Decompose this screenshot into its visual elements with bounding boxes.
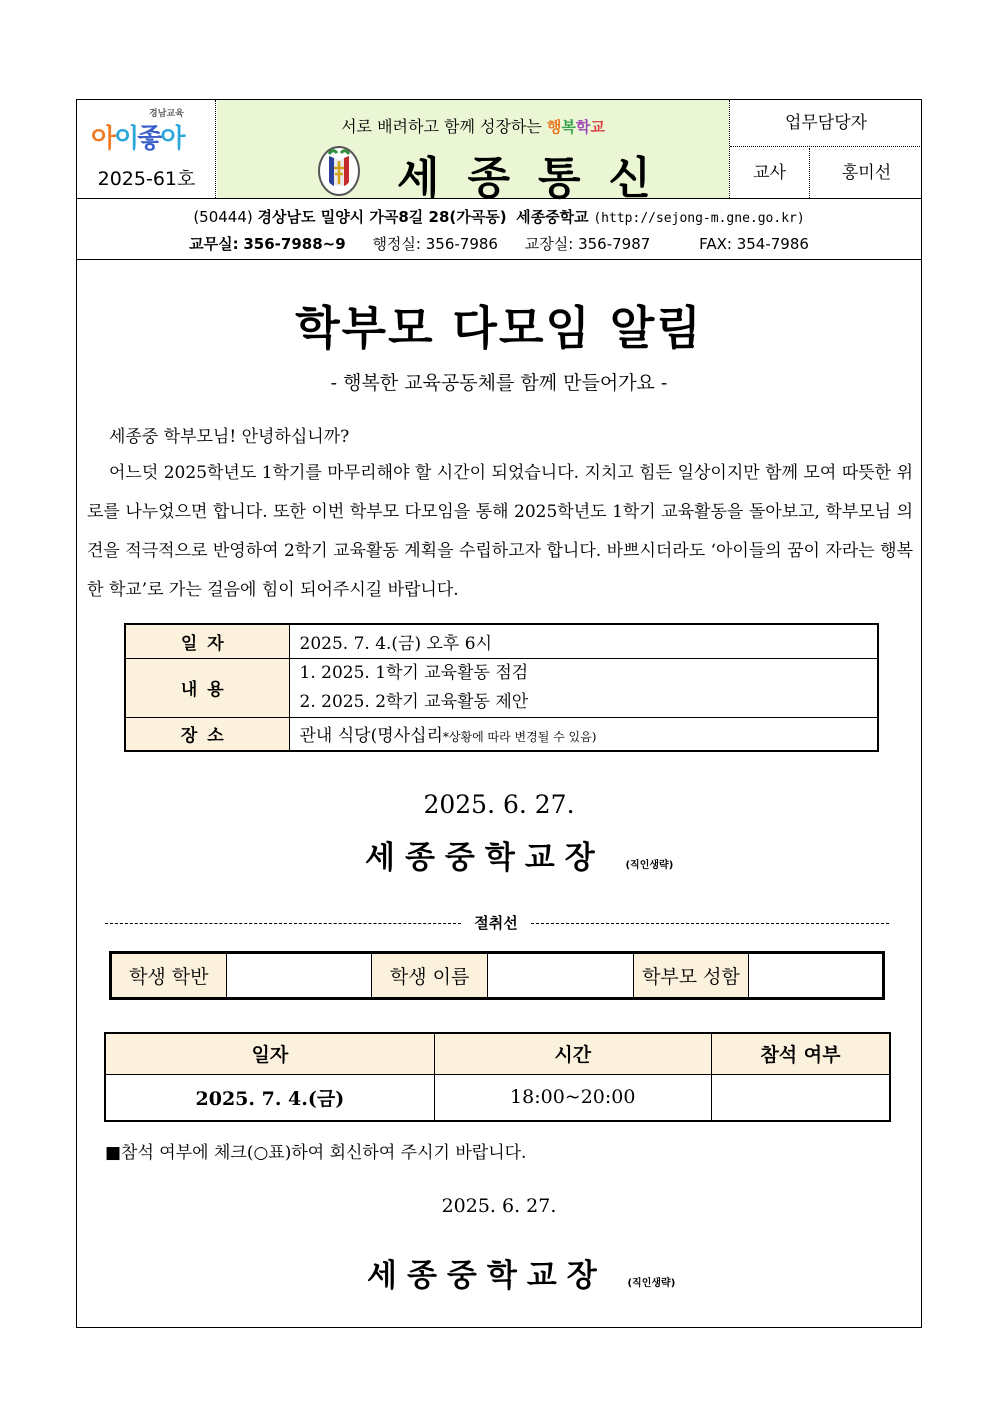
attendance-table <box>104 1032 891 1122</box>
dashed-divider <box>105 923 461 924</box>
student-class-label: 학생 학반 <box>111 953 227 999</box>
school-url[interactable]: (http://sejong-m.gne.go.kr) <box>593 211 805 226</box>
student-name-field[interactable] <box>487 953 633 999</box>
row-label-date: 일자 <box>125 624 289 658</box>
seal-note-2: (직인생략) <box>627 1278 676 1289</box>
cut-line <box>105 912 889 932</box>
attendance-check-field[interactable] <box>711 1074 890 1121</box>
principal-signature-2: 세종중학교장 (직인생략) <box>367 1258 676 1294</box>
slogan: 서로 배려하고 함께 성장하는 행복학교 <box>341 117 605 136</box>
logo-wordmark: 아이좋아 <box>91 124 184 154</box>
table-row <box>125 624 878 658</box>
cut-line-label: 절취선 <box>465 912 527 933</box>
cell-time: 18:00~20:00 <box>434 1074 711 1121</box>
header-date: 일자 <box>105 1033 434 1074</box>
table-row <box>125 717 878 751</box>
student-name-label: 학생 이름 <box>372 953 488 999</box>
staff-name: 홍미선 <box>841 163 892 183</box>
row-value-date: 2025. 7. 4.(금) 오후 6시 <box>289 624 878 658</box>
parent-name-field[interactable] <box>749 953 884 999</box>
principal-signature: 세종중학교장 (직인생략) <box>365 840 674 876</box>
logo-subtitle: 경남교육 <box>149 109 184 119</box>
greeting: 세종중 학부모님! 안녕하십니까? <box>109 427 350 447</box>
table-header-row <box>105 1033 890 1074</box>
seal-note: (직인생략) <box>625 860 674 871</box>
header-attendance: 참석 여부 <box>711 1033 890 1074</box>
table-row <box>111 953 884 999</box>
row-label-content: 내용 <box>125 658 289 717</box>
slogan-highlight: 행복학교 <box>546 118 605 136</box>
table-row <box>105 1074 890 1121</box>
newsletter-title: 세종통신 <box>397 153 680 204</box>
reply-form <box>109 951 885 1000</box>
reply-date: 2025. 6. 27. <box>441 1195 557 1217</box>
dashed-divider <box>531 923 889 924</box>
row-value-content: 1. 2025. 1학기 교육활동 점검 2. 2025. 2학기 교육활동 제안 <box>289 658 878 717</box>
letter-paragraph: 어느덧 2025학년도 1학기를 마무리해야 할 시간이 되었습니다. 지치고 힘든 일상이지만 함께 모여 따뜻한 위로를 나누었으면 합니다. 또한 이번 학부모 다모임을 통해 2025학년도 1학기 교육활동을 돌아보고, 학부모님 의견을 적극적으로 반영하여 2학기 교육활동 계획을 수립하고자 합니다. 바쁘시더라도 ‘아이들의 꿈이 자라는 행복한 학교’로 가는 걸음에 힘이 되어주시길 바랍니다. <box>87 463 913 600</box>
row-label-place: 장소 <box>125 717 289 751</box>
attendance-instruction: ■참석 여부에 체크(○표)하여 회신하여 주시기 바랍니다. <box>105 1143 527 1163</box>
document-title: 학부모 다모임 알림 <box>295 301 703 355</box>
address-line: (50444) 경상남도 밀양시 가곡8길 28(가곡동) 세종중학교 (http://sejong-m.gne.go.kr) <box>193 208 805 226</box>
school-address-block <box>77 200 921 260</box>
staff-label: 업무담당자 <box>730 100 922 147</box>
document-subtitle: - 행복한 교육공동체를 함께 만들어가요 - <box>330 372 668 394</box>
place-note: *상황에 따라 변경될 수 있음) <box>442 730 597 745</box>
issue-date: 2025. 6. 27. <box>423 790 575 819</box>
header-title-cell <box>217 100 729 204</box>
school-emblem-icon <box>317 144 361 196</box>
letter-body <box>87 420 913 610</box>
issue-number: 2025-61호 <box>97 168 196 190</box>
event-info-table <box>124 623 879 752</box>
header-time: 시간 <box>434 1033 711 1074</box>
staff-role: 교사 <box>730 148 810 198</box>
parent-name-label: 학부모 성함 <box>633 953 749 999</box>
phone-line: 교무실: 356-7988~9 행정실: 356-7986 교장실: 356-7987 FAX: 354-7986 <box>189 235 809 253</box>
newsletter-header <box>77 100 921 204</box>
staff-cell <box>729 100 921 198</box>
newsletter-page <box>76 99 922 1328</box>
cell-date: 2025. 7. 4.(금) <box>105 1074 434 1121</box>
student-class-field[interactable] <box>226 953 372 999</box>
table-row <box>125 658 878 717</box>
row-value-place: 관내 식당(명사십리*상황에 따라 변경될 수 있음) <box>289 717 878 751</box>
aijoa-logo <box>91 106 203 160</box>
header-left-cell <box>77 100 216 198</box>
